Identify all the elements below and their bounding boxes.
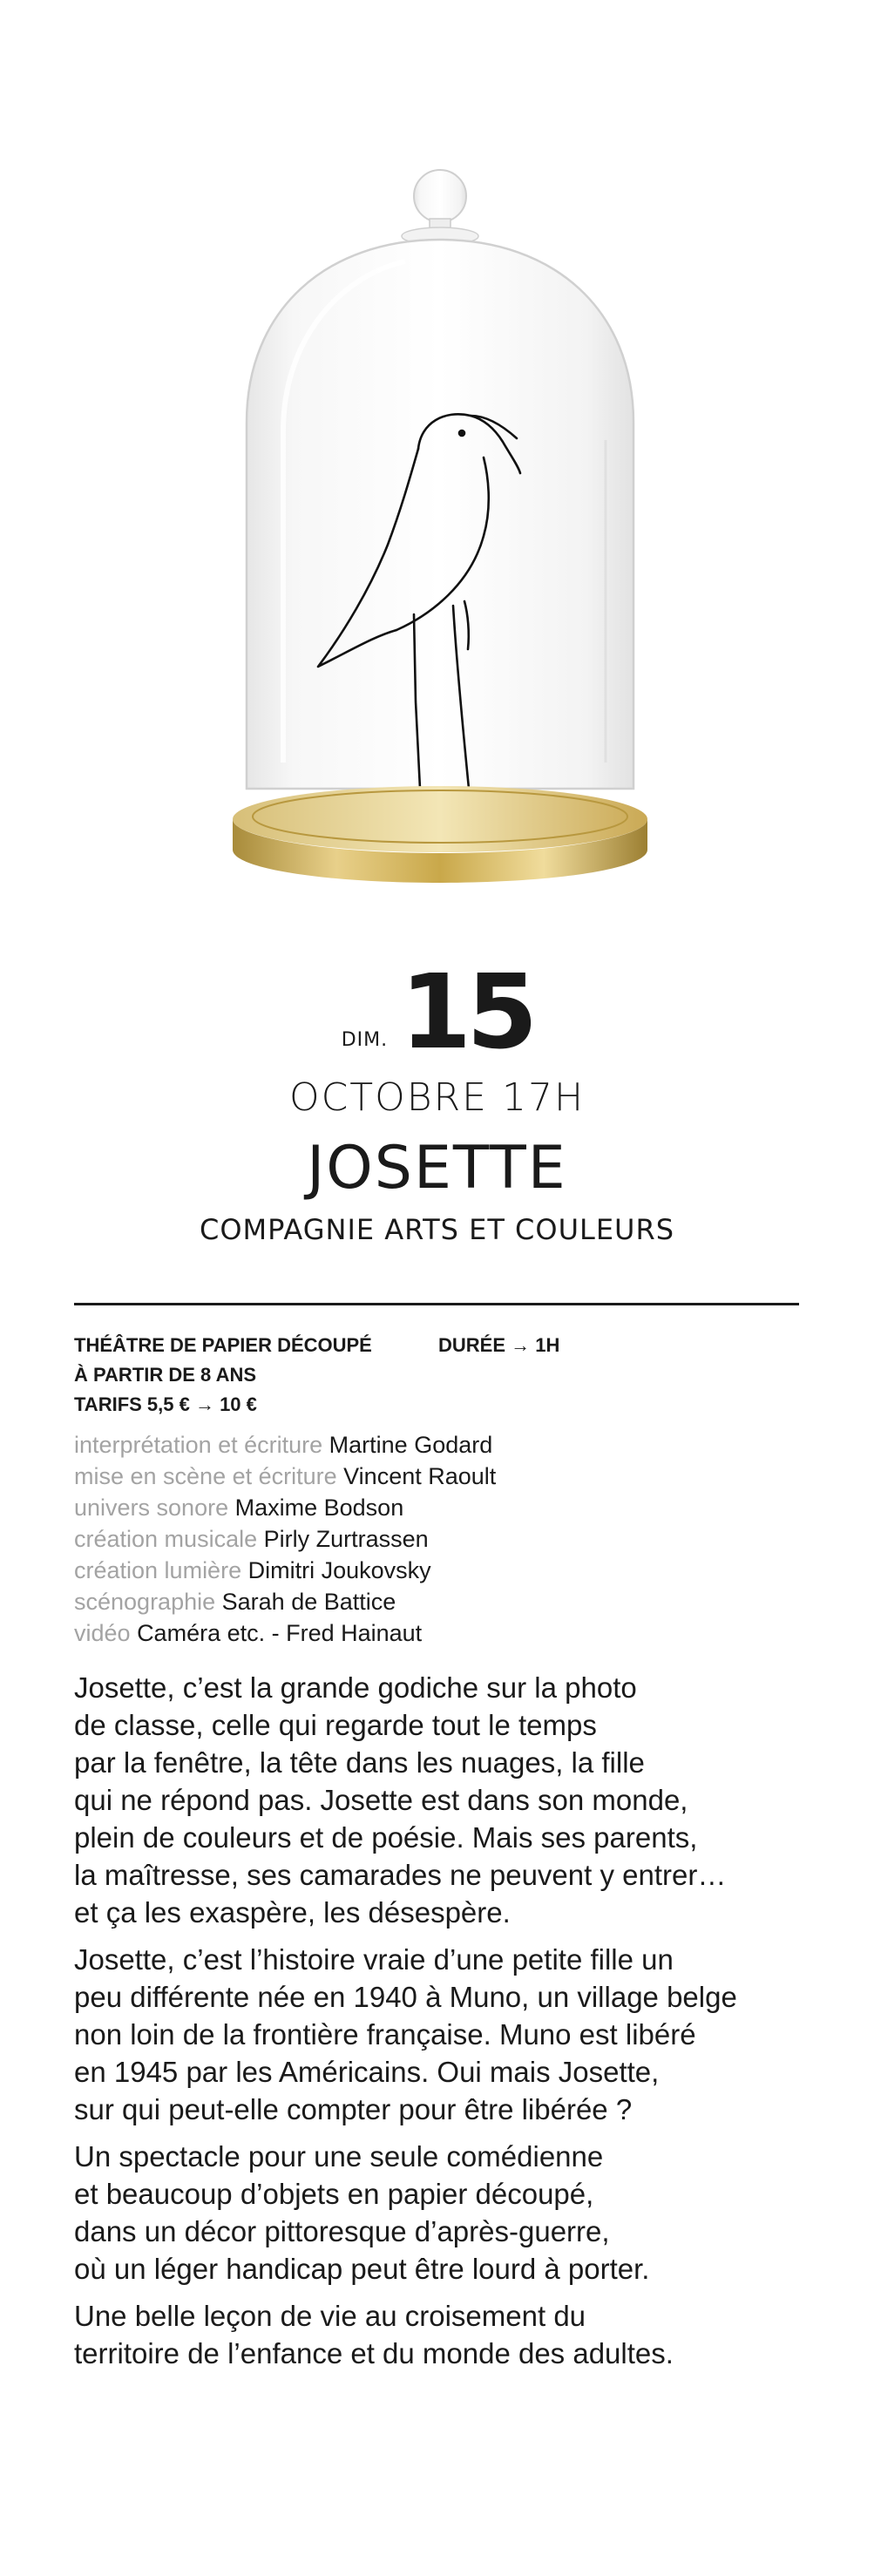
credits-list	[74, 1429, 806, 1649]
credit-role: interprétation et écriture	[74, 1432, 323, 1458]
credit-name: Dimitri Joukovsky	[247, 1557, 431, 1583]
glass-dome	[247, 240, 633, 789]
duration-label: DURÉE → 1H	[438, 1334, 560, 1356]
credit-line	[74, 1429, 806, 1461]
credit-role: univers sonore	[74, 1495, 229, 1521]
show-info	[74, 1331, 806, 1420]
description-paragraph: Josette, c’est l’histoire vraie d’une petite fille un peu différente née en 1940 à Muno, un village belge non loin de la frontière française. Muno est libéré en 1945 par les Américains. Oui mais Josette, sur qui peut-elle compter pour être libérée ?	[74, 1943, 737, 2125]
description-paragraph: Un spectacle pour une seule comédienne et beaucoup d’objets en papier découpé, dans un décor pittoresque d’après-guerre, où un léger handicap peut être lourd à porter.	[74, 2140, 650, 2285]
genre-label: THÉÂTRE DE PAPIER DÉCOUPÉ	[74, 1334, 372, 1356]
age-label: À PARTIR DE 8 ANS	[74, 1364, 257, 1386]
day-prefix: DIM.	[341, 1029, 389, 1051]
glass-cloche-bird-illustration	[222, 161, 658, 885]
credit-role: création lumière	[74, 1557, 242, 1583]
credit-name: Pirly Zurtrassen	[263, 1526, 429, 1552]
credit-name: Vincent Raoult	[343, 1463, 497, 1489]
company-name: COMPAGNIE ARTS ET COULEURS	[199, 1213, 674, 1246]
day-number: 15	[400, 952, 533, 1072]
credit-line	[74, 1555, 806, 1586]
credit-line	[74, 1586, 806, 1617]
date-line	[0, 952, 874, 1072]
credit-role: création musicale	[74, 1526, 258, 1552]
description-paragraph: Une belle leçon de vie au croisement du territoire de l’enfance et du monde des adultes.	[74, 2300, 674, 2369]
show-description	[74, 1669, 823, 2382]
event-header	[0, 952, 874, 1246]
credit-line	[74, 1492, 806, 1523]
credit-line	[74, 1523, 806, 1555]
credit-line	[74, 1617, 806, 1649]
divider-rule	[74, 1303, 799, 1305]
month-time: OCTOBRE 17H	[288, 1075, 586, 1120]
credit-name: Sarah de Battice	[221, 1589, 396, 1615]
credit-role: vidéo	[74, 1620, 131, 1646]
credit-role: scénographie	[74, 1589, 216, 1615]
credit-role: mise en scène et écriture	[74, 1463, 337, 1489]
credit-name: Martine Godard	[329, 1432, 493, 1458]
cloche-knob	[414, 170, 466, 222]
credit-name: Caméra etc. - Fred Hainaut	[137, 1620, 423, 1646]
prices-label: TARIFS 5,5 € → 10 €	[74, 1393, 257, 1415]
credit-name: Maxime Bodson	[234, 1495, 404, 1521]
show-title: JOSETTE	[307, 1134, 567, 1203]
description-paragraph: Josette, c’est la grande godiche sur la photo de classe, celle qui regarde tout le temps par la fenêtre, la tête dans les nuages, la fille qui ne répond pas. Josette est dans son monde, plein de couleurs et de poésie. Mais ses parents, la maîtresse, ses camarades ne peuvent y entrer… et ça les exaspère, les désespère.	[74, 1671, 727, 1929]
credit-line	[74, 1461, 806, 1492]
